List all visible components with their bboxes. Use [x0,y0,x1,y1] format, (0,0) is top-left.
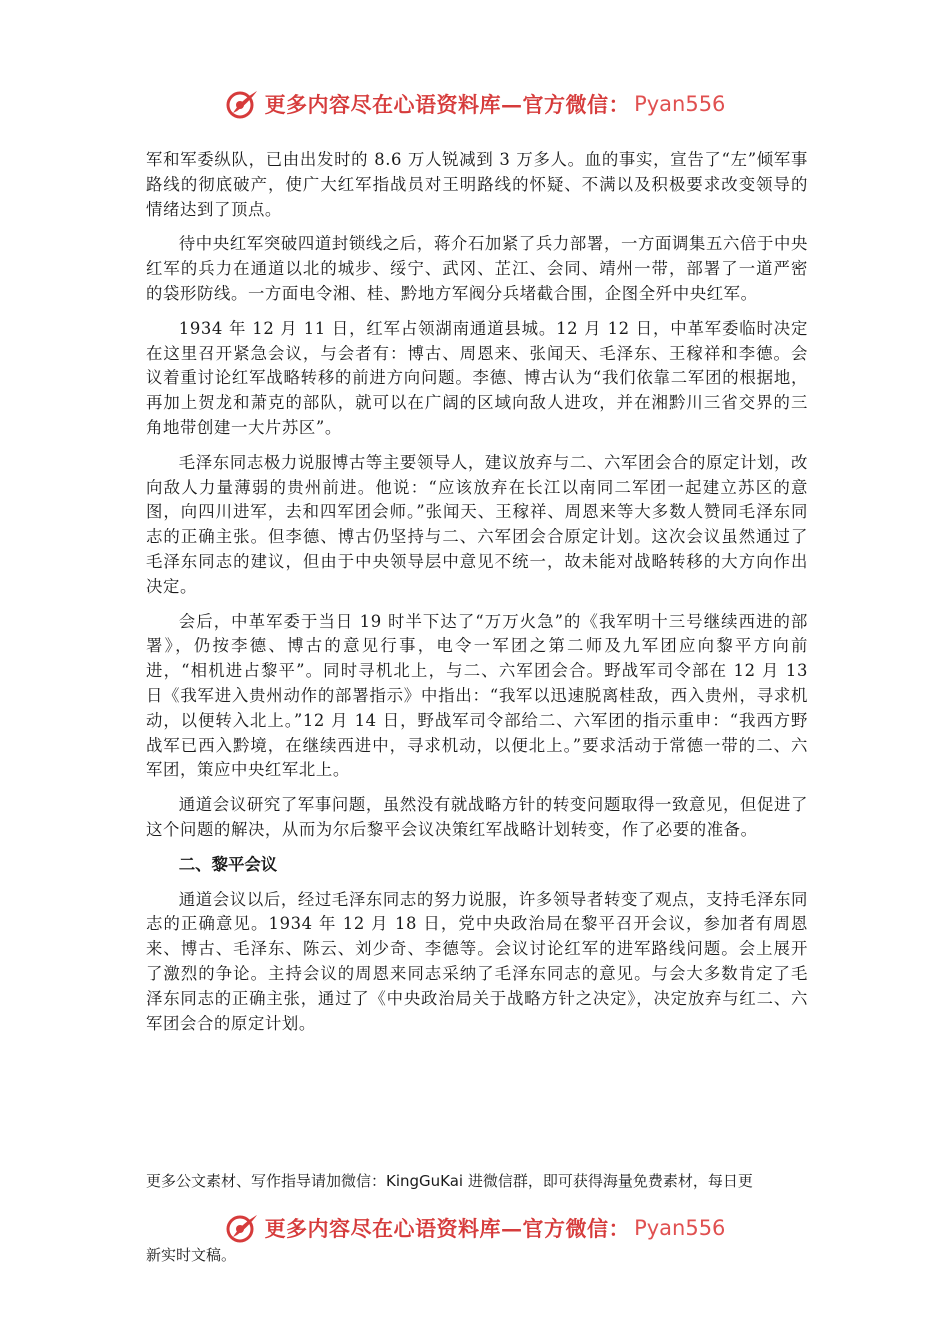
watermark-text: 更多内容尽在心语资料库—官方微信： [264,92,631,117]
paragraph-7: 通道会议以后，经过毛泽东同志的努力说服，许多领导者转变了观点，支持毛泽东同志的正确意见。1934 年 12 月 18 日，党中央政治局在黎平召开会议，参加者有周恩来、博古、毛泽东、陈云、刘少奇、李德等。会议讨论红军的进军路线问题。会上展开了激烈的争论。主持会议的周恩来同志采纳了毛泽东同志的意见。与会大多数肯定了毛泽东同志的正确主张，通过了《中央政治局关于战略方针之决定》，决定放弃与红二、六军团会合的原定计划。 [146,889,808,1033]
section-heading: 二、黎平会议 [178,854,278,874]
paragraph-4: 毛泽东同志极力说服博古等主要领导人，建议放弃与二、六军团会合的原定计划，改向敌人力量薄弱的贵州前进。他说：“应该放弃在长江以南同二军团一起建立苏区的意图，向四川进军，去和四军团会师。”张闻天、王稼祥、周恩来等大多数人赞同毛泽东同志的正确主张。但李德、博古仍坚持与二、六军团会合原定计划。这次会议虽然通过了毛泽东同志的建议，但由于中央领导层中意见不统一，故未能对战略转移的大方向作出决定。 [146,452,808,596]
paragraph-5: 会后，中革军委于当日 19 时半下达了“万万火急”的《我军明十三号继续西进的部署》，仍按李德、博古的意见行事，电令一军团之第二师及九军团应向黎平方向前进，“相机进占黎平”。同时寻机北上，与二、六军团会合。野战军司令部在 12 月 13 日《我军进入贵州动作的部署指示》中指出：“我军以迅速脱离桂敌，西入贵州，寻求机动，以便转入北上。”12 月 14 日，野战军司令部给二、六军团的指示重申：“我西方野战军已西入黔境，在继续西进中，寻求机动，以便北上。”要求活动于常德一带的二、六军团，策应中央红军北上。 [146,611,808,780]
paragraph-6: 通道会议研究了军事问题，虽然没有就战略方针的转变问题取得一致意见，但促进了这个问题的解决，从而为尔后黎平会议决策红军战略计划转变，作了必要的准备。 [146,795,808,839]
watermark-banner-top [0,84,950,124]
feather-seal-icon [225,87,259,121]
paragraph-2: 待中央红军突破四道封锁线之后，蒋介石加紧了兵力部署，一方面调集五六倍于中央红军的兵力在通道以北的城步、绥宁、武冈、芷江、会同、靖州一带，部署了一道严密的袋形防线。一方面电令湘、桂、黔地方军阀分兵堵截合围，企图全歼中央红军。 [146,234,808,303]
watermark-text: 更多内容尽在心语资料库—官方微信： [264,1216,631,1241]
paragraph-3: 1934 年 12 月 11 日，红军占领湖南通道县城。12 月 12 日，中革军委临时决定在这里召开紧急会议，与会者有：博古、周恩来、张闻天、毛泽东、王稼祥和李德。会议着重讨论红军战略转移的前进方向问题。李德、博古认为“我们依靠二军团的根据地，再加上贺龙和萧克的部队，就可以在广阔的区域向敌人进攻，并在湘黔川三省交界的三角地带创建一大片苏区”。 [146,318,808,437]
footer-promo-line-1: 更多公文素材、写作指导请加微信：KingGuKai 进微信群，即可获得海量免费素材，每日更 [146,1172,753,1190]
watermark-id: Pyan556 [634,92,726,116]
footer-promo-line-2: 新实时文稿。 [146,1246,237,1264]
paragraph-1: 军和军委纵队，已由出发时的 8.6 万人锐减到 3 万多人。血的事实，宣告了“左”倾军事路线的彻底破产，使广大红军指战员对王明路线的怀疑、不满以及积极要求改变领导的情绪达到了顶点。 [146,150,808,219]
watermark-banner-bottom [0,1208,950,1248]
watermark-id: Pyan556 [634,1216,726,1240]
document-body [146,148,808,1046]
feather-seal-icon [225,1211,259,1245]
